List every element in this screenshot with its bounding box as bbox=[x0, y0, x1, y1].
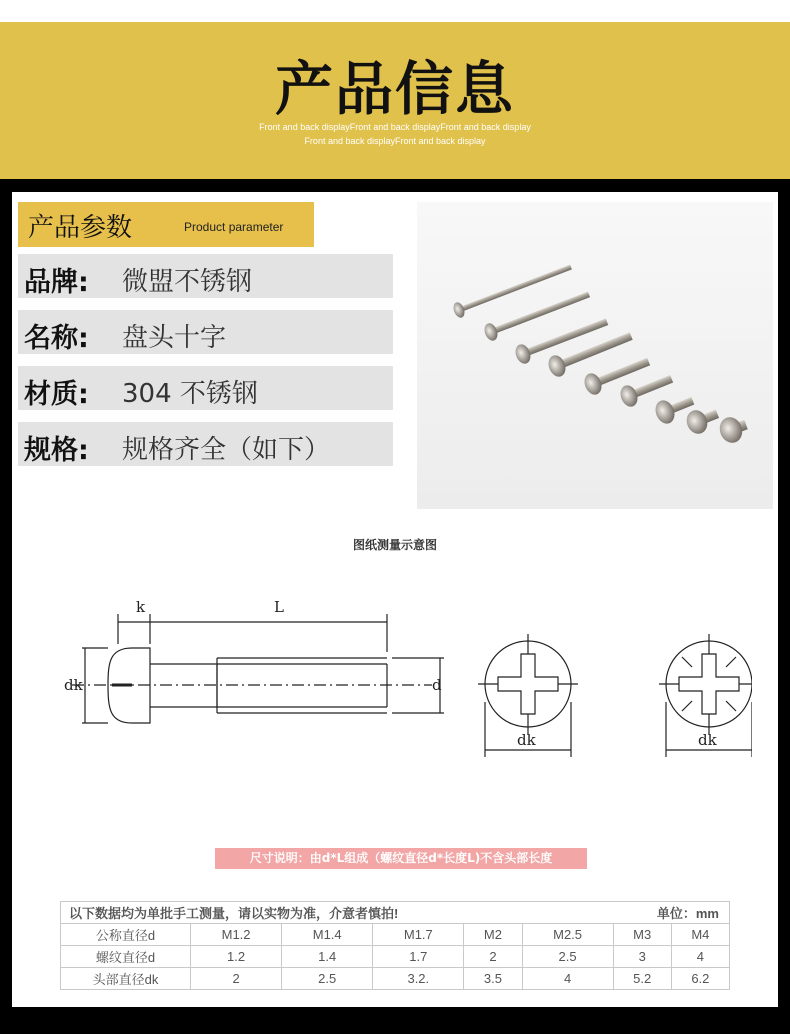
dim-dk-phillips-label: dk bbox=[517, 731, 536, 749]
dim-k-label: k bbox=[136, 598, 146, 616]
screws-photo bbox=[417, 202, 773, 509]
spec-value: 微盟不锈钢 bbox=[122, 267, 253, 297]
spec-label: 规格 bbox=[24, 435, 78, 466]
table-cell: 2 bbox=[464, 946, 522, 968]
table-cell: 4 bbox=[522, 968, 613, 990]
table-cell: M1.4 bbox=[282, 924, 373, 946]
table-unit: 单位：mm bbox=[656, 906, 719, 921]
dim-L-label: L bbox=[274, 598, 284, 616]
spec-label: 材质 bbox=[24, 379, 78, 410]
table-cell: 2.5 bbox=[282, 968, 373, 990]
table-cell: M3 bbox=[613, 924, 671, 946]
table-cell: M2 bbox=[464, 924, 522, 946]
spec-label: 品牌 bbox=[24, 267, 78, 298]
banner-subtitle: Front and back displayFront and back displayFront and back display bbox=[259, 122, 531, 132]
diagram-title: 图纸测量示意图 bbox=[352, 538, 437, 552]
table-cell: 3.2. bbox=[373, 968, 464, 990]
table-cell: 3.5 bbox=[464, 968, 522, 990]
dim-dk-pozi-label: dk bbox=[698, 731, 717, 749]
table-row bbox=[61, 924, 730, 946]
size-table bbox=[60, 901, 730, 990]
table-header-row bbox=[61, 902, 730, 924]
spec-label: 名称 bbox=[24, 323, 78, 354]
table-row bbox=[61, 946, 730, 968]
table-cell: 2.5 bbox=[522, 946, 613, 968]
row-label: 螺纹直径d bbox=[61, 946, 191, 968]
product-photo bbox=[417, 202, 773, 509]
param-header-subtitle: Product parameter bbox=[184, 220, 284, 234]
table-row bbox=[61, 968, 730, 990]
size-note: 尺寸说明：由d*L组成（螺纹直径d*长度L)不含头部长度 bbox=[215, 848, 587, 869]
spec-row-brand: 品牌: 微盟不锈钢 bbox=[18, 254, 393, 298]
table-cell: 1.4 bbox=[282, 946, 373, 968]
screw bbox=[716, 412, 750, 446]
table-cell: 5.2 bbox=[613, 968, 671, 990]
top-strip bbox=[0, 0, 790, 22]
param-header-title: 产品参数 bbox=[28, 213, 133, 243]
screw bbox=[683, 403, 722, 437]
table-cell: M1.2 bbox=[191, 924, 282, 946]
table-intro: 以下数据均为单批手工测量，请以实物为准，介意者慎拍! bbox=[69, 906, 399, 921]
spec-row-material: 材质: 304 不锈钢 bbox=[18, 366, 393, 410]
measurement-drawing bbox=[52, 592, 752, 792]
table-cell: M1.7 bbox=[373, 924, 464, 946]
spec-value: 304 不锈钢 bbox=[122, 379, 258, 409]
table-cell: 2 bbox=[191, 968, 282, 990]
row-label: 公称直径d bbox=[61, 924, 191, 946]
dim-d-label: d bbox=[432, 676, 442, 694]
row-label: 头部直径dk bbox=[61, 968, 191, 990]
content-panel bbox=[12, 192, 778, 1007]
dim-dk-label: dk bbox=[64, 676, 83, 694]
table-cell: 6.2 bbox=[671, 968, 729, 990]
table-cell: 4 bbox=[671, 946, 729, 968]
spec-row-name: 名称: 盘头十字 bbox=[18, 310, 393, 354]
table-cell: M2.5 bbox=[522, 924, 613, 946]
table-cell: 3 bbox=[613, 946, 671, 968]
table-cell: 1.7 bbox=[373, 946, 464, 968]
spec-value: 规格齐全（如下） bbox=[122, 435, 331, 465]
info-banner bbox=[0, 22, 790, 179]
table-cell: M4 bbox=[671, 924, 729, 946]
spec-row-spec: 规格: 规格齐全（如下） bbox=[18, 422, 393, 466]
side-view bbox=[72, 614, 444, 723]
banner-title: 产品信息 bbox=[274, 55, 515, 123]
banner-subtitle: Front and back displayFront and back display bbox=[304, 136, 486, 146]
param-header bbox=[18, 202, 314, 247]
spec-value: 盘头十字 bbox=[122, 323, 227, 353]
table-cell: 1.2 bbox=[191, 946, 282, 968]
